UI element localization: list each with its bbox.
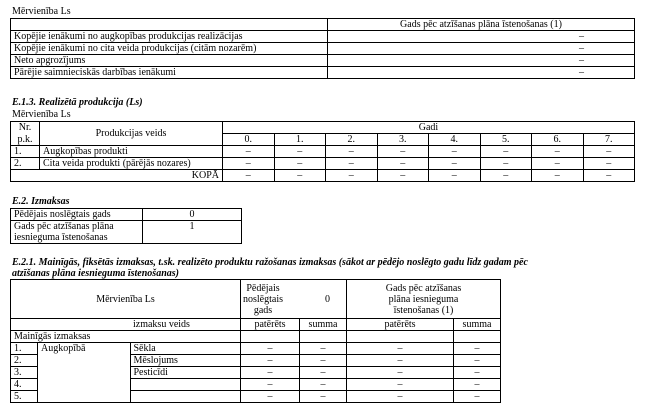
product-label: Cita veida produkti (pārējās nozares) <box>40 158 223 170</box>
detail-costs-table: Mērvienība Ls Pēdējais noslēgtais gads 0 Gads pēc atzīšanas plāna iesnieguma īstenošanas (1) izmaksu veids patērēts summa patērēts summa Mainīgās izmaksas 1. Augkopībā Sēkla – – – – 2. Mēslojums – – – – 3. Pesticīdi – – – – 4. – – – – 5. – – – – <box>10 279 501 403</box>
cost-value: – <box>241 391 300 403</box>
year-value: – <box>326 158 378 170</box>
income-col-header: Gads pēc atzīšanas plāna īstenošanas (1) <box>328 19 635 31</box>
row-number: 5. <box>11 391 38 403</box>
last-year-value: 0 <box>143 209 242 221</box>
variable-costs-label: Mainīgās izmaksas <box>11 331 241 343</box>
e13-unit-label: Mērvienība Ls <box>12 109 71 120</box>
cost-value: – <box>300 391 347 403</box>
income-row-label: Neto apgrozījums <box>11 55 328 67</box>
last-year-number: 0 <box>325 293 330 305</box>
year-header: 6. <box>532 134 584 146</box>
e2-heading: E.2. Izmaksas <box>12 196 70 207</box>
product-header: Produkcijas veids <box>40 122 223 146</box>
sum-header: summa <box>300 319 347 331</box>
product-label: Augkopības produkti <box>40 146 223 158</box>
row-number: 1. <box>11 146 40 158</box>
income-row-value: – <box>328 43 635 55</box>
e21-unit-label: Mērvienība Ls <box>11 280 241 319</box>
row-number: 2. <box>11 158 40 170</box>
cost-value: – <box>347 343 454 355</box>
cost-value: – <box>454 343 501 355</box>
cost-type-header: izmaksu veids <box>130 319 241 331</box>
after-year-label: Gads pēc atzīšanas plāna <box>14 221 114 232</box>
year-value: – <box>274 146 326 158</box>
cost-value: – <box>454 355 501 367</box>
income-row-value: – <box>328 31 635 43</box>
income-row-label: Pārējie saimnieciskās darbības ienākumi <box>11 67 328 79</box>
year-value: – <box>429 158 481 170</box>
total-label: KOPĀ <box>40 170 223 182</box>
cost-item: Pesticīdi <box>130 367 241 379</box>
year-value: – <box>583 170 635 182</box>
income-row-value: – <box>328 55 635 67</box>
row-number: 1. <box>11 343 38 355</box>
section-label: Augkopībā <box>38 343 131 403</box>
cost-value: – <box>454 367 501 379</box>
year-value: – <box>480 158 532 170</box>
cost-value: – <box>454 379 501 391</box>
used-header: patērēts <box>347 319 454 331</box>
costs-table: Pēdējais noslēgtais gads 0 Gads pēc atzīšanas plāna iesnieguma īstenošanas 1 <box>10 208 242 244</box>
cost-item <box>130 379 241 391</box>
years-header: Gadi <box>223 122 635 134</box>
income-row-label: Kopējie ienākumi no augkopības produkcijas realizācijas <box>11 31 328 43</box>
year-value: – <box>583 146 635 158</box>
income-table <box>10 18 635 79</box>
row-number: 4. <box>11 379 38 391</box>
cost-value: – <box>300 355 347 367</box>
cost-value: – <box>241 379 300 391</box>
sales-table <box>10 121 635 182</box>
year-header: 0. <box>223 134 275 146</box>
year-value: – <box>377 146 429 158</box>
pk-header: p.k. <box>11 134 40 146</box>
last-year-label: Pēdējais noslēgtais gads <box>11 209 143 221</box>
year-header: 4. <box>429 134 481 146</box>
year-header: 7. <box>583 134 635 146</box>
cost-value: – <box>300 379 347 391</box>
row-number: 2. <box>11 355 38 367</box>
cost-value: – <box>241 367 300 379</box>
cost-value: – <box>241 343 300 355</box>
cost-value: – <box>347 391 454 403</box>
year-value: – <box>274 170 326 182</box>
year-header: 2. <box>326 134 378 146</box>
year-value: – <box>480 146 532 158</box>
cost-value: – <box>347 367 454 379</box>
year-value: – <box>223 146 275 158</box>
cost-item: Mēslojums <box>130 355 241 367</box>
year-header: 1. <box>274 134 326 146</box>
year-value: – <box>377 158 429 170</box>
year-value: – <box>429 170 481 182</box>
year-value: – <box>532 170 584 182</box>
year-value: – <box>274 158 326 170</box>
year-header: 3. <box>377 134 429 146</box>
cost-value: – <box>347 379 454 391</box>
year-value: – <box>223 158 275 170</box>
e21-heading: E.2.1. Mainīgās, fiksētās izmaksas, t.sk. realizēto produktu ražošanas izmaksas (sākot ar pēdējo noslēgto gadu līdz gadam pēc atzīšanas plāna iesnieguma īstenošanas) <box>12 257 528 279</box>
year-value: – <box>377 170 429 182</box>
income-row-label: Kopējie ienākumi no cita veida produkcijas (citām nozarēm) <box>11 43 328 55</box>
year-value: – <box>429 146 481 158</box>
income-row-value: – <box>328 67 635 79</box>
nr-header: Nr. <box>11 122 40 134</box>
year-header: 5. <box>480 134 532 146</box>
year-value: – <box>532 146 584 158</box>
year-value: – <box>480 170 532 182</box>
cost-value: – <box>300 367 347 379</box>
cost-value: – <box>300 343 347 355</box>
cost-item <box>130 391 241 403</box>
sum-header: summa <box>454 319 501 331</box>
after-year-value: 1 <box>143 221 242 244</box>
year-value: – <box>223 170 275 182</box>
e13-heading: E.1.3. Realizētā produkcija (Ls) <box>12 97 143 108</box>
top-unit-label: Mērvienība Ls <box>12 6 71 17</box>
year-value: – <box>326 170 378 182</box>
cost-value: – <box>454 391 501 403</box>
cost-value: – <box>347 355 454 367</box>
used-header: patērēts <box>241 319 300 331</box>
year-value: – <box>532 158 584 170</box>
cost-value: – <box>241 355 300 367</box>
year-value: – <box>583 158 635 170</box>
year-value: – <box>326 146 378 158</box>
cost-item: Sēkla <box>130 343 241 355</box>
row-number: 3. <box>11 367 38 379</box>
